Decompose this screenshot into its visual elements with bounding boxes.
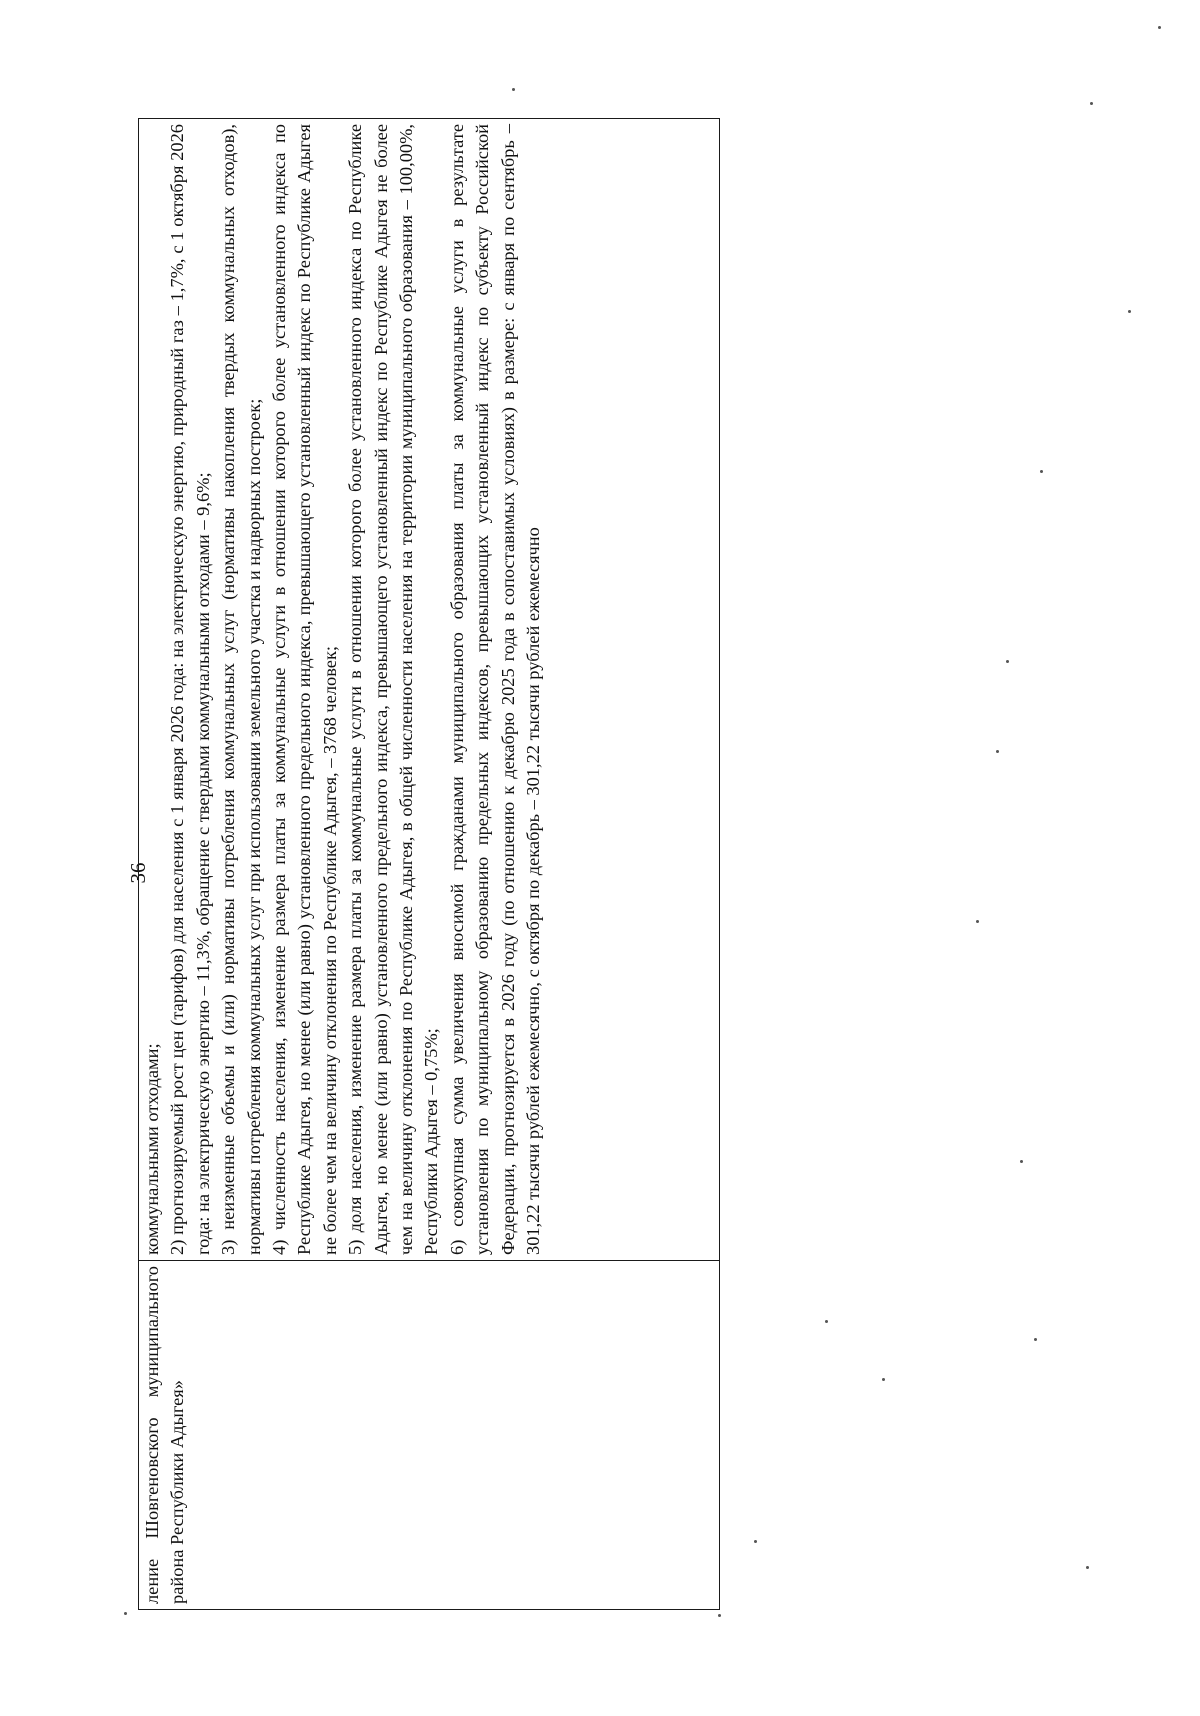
scan-speck bbox=[754, 1540, 757, 1543]
conditions-cell bbox=[139, 119, 720, 1261]
scan-speck bbox=[996, 750, 999, 753]
conditions-item-5: 5) доля населения, изменение размера платы за коммунальные услуги в отношении которого более установленного индекса по Республике Адыгея, но менее (или равно) установленного предельного индекса, превышающего установленный индекс по Республике Адыгея не более чем на величину отклонения по Республике Адыгея, в общей численности населения на территории муниципального образования – 100,00%, Республики Адыгея – 0,75%; bbox=[345, 124, 442, 1255]
scan-speck bbox=[882, 1378, 885, 1381]
scan-speck bbox=[1020, 1160, 1023, 1163]
municipality-cell: ление Шовгеновского муниципального района Республики Адыгея» bbox=[139, 1261, 720, 1610]
scan-speck bbox=[825, 1320, 828, 1323]
page-number: 36 bbox=[126, 862, 150, 884]
table-row bbox=[139, 119, 720, 1610]
document-table bbox=[138, 118, 720, 1610]
rotated-table-container bbox=[138, 118, 720, 1610]
conditions-line-continuation: коммунальными отходами; bbox=[142, 1043, 162, 1255]
scan-speck bbox=[1034, 1338, 1037, 1341]
scan-speck bbox=[1040, 470, 1043, 473]
scan-speck bbox=[976, 920, 979, 923]
scan-speck bbox=[718, 1614, 721, 1617]
scan-speck bbox=[124, 1612, 127, 1615]
conditions-item-3: 3) неизменные объемы и (или) нормативы потребления коммунальных услуг (нормативы накопления твердых коммунальных отходов), нормативы потребления коммунальных услуг при использовании земельного участка и надворных построек; bbox=[218, 124, 264, 1255]
scan-speck bbox=[1086, 1566, 1089, 1569]
scan-speck bbox=[1090, 102, 1093, 105]
scan-speck bbox=[1158, 26, 1161, 29]
scan-speck bbox=[1128, 310, 1131, 313]
scan-speck bbox=[1006, 660, 1009, 663]
conditions-item-6: 6) совокупная сумма увеличения вносимой гражданами муниципального образования платы за коммунальные услуги в результате установления по муниципальному образованию предельных индексов, превышающих установленный индекс по субъекту Российской Федерации, прогнозируется в 2026 году (по отношению к декабрю 2025 года в сопоставимых условиях) в размере: с января по сентябрь – 301,22 тысячи рублей ежемесячно, с октября по декабрь – 301,22 тысячи рублей ежемесячно bbox=[446, 124, 544, 1255]
conditions-item-2: 2) прогнозируемый рост цен (тарифов) для населения с 1 января 2026 года: на электрическую энергию, природный газ – 1,7%, с 1 октября 2026 года: на электрическую энергию – 11,3%, обращение с твердыми коммунальными отходами – 9,6%; bbox=[167, 124, 213, 1255]
conditions-item-4: 4) численность населения, изменение размера платы за коммунальные услуги в отношении которого более установленного индекса по Республике Адыгея, но менее (или равно) установленного предельного индекса, превышающего установленный индекс по Республике Адыгея не более чем на величину отклонения по Республике Адыгея, – 3768 человек; bbox=[269, 124, 340, 1255]
scan-speck bbox=[512, 88, 515, 91]
